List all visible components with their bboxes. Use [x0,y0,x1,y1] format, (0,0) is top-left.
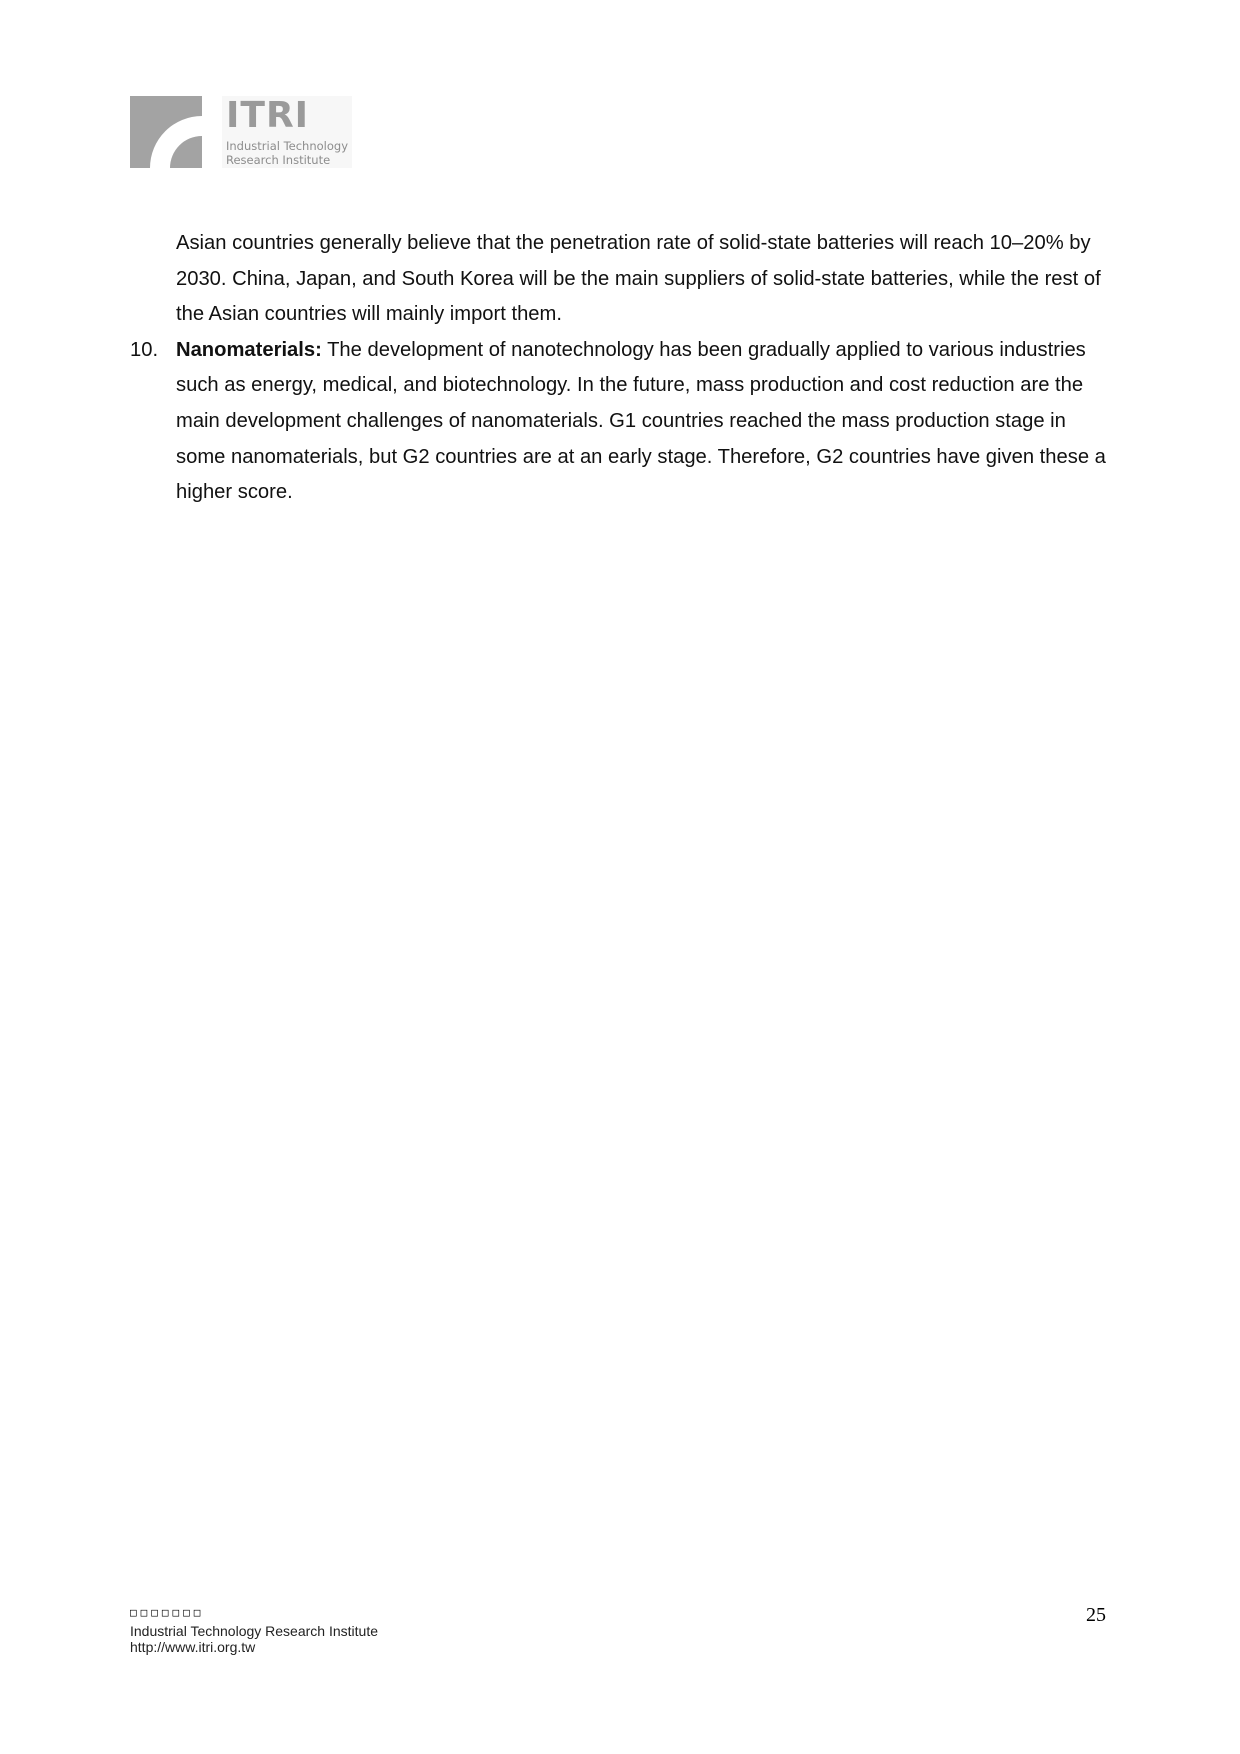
logo-subtitle-line-2: Research Institute [226,153,331,167]
footer [130,1605,378,1655]
list-item-term: Nanomaterials: [176,338,322,361]
continuation-paragraph: Asian countries generally believe that the penetration rate of solid-state batteries will reach 10–20% by 2030. China, Japan, and South Korea will be the main suppliers of solid-state batteries, while the rest of the Asian countries will mainly import them. [176,232,1101,326]
page-number: 25 [1086,1604,1106,1626]
logo-subtitle-line-1: Industrial Technology [226,139,349,153]
itri-logo-mark-icon [130,96,222,168]
footer-institute-name: Industrial Technology Research Institute [130,1623,378,1639]
list-item-text: The development of nanotechnology has been gradually applied to various industries such as energy, medical, and biotechnology. In the future, mass production and cost reduction are the main development challenges of nanomaterials. G1 countries reached the mass production stage in some nanomaterials, but G2 countries are at an early stage. Therefore, G2 countries have given these a higher score. [176,338,1106,504]
footer-cn-name: □□□□□□□ [130,1606,205,1619]
page-body [130,226,1120,511]
logo-title: ITRI [226,95,310,136]
list-item [130,333,1120,511]
footer-url[interactable]: http://www.itri.org.tw [130,1639,256,1655]
itri-logo [130,96,352,168]
list-item-number: 10. [130,338,159,361]
logo-subtitle [226,139,348,167]
itri-logo-text [222,96,352,168]
